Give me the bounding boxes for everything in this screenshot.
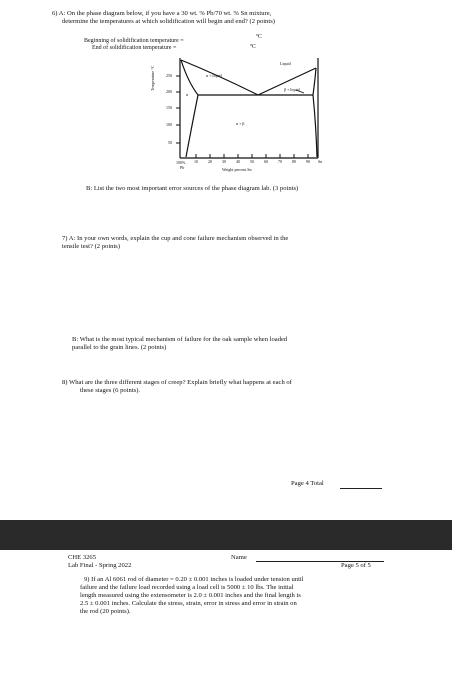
page-separator	[0, 520, 452, 550]
y-tick-label: 250	[166, 73, 172, 78]
y-tick-label: 200	[166, 89, 172, 94]
x-tick-label: 80	[292, 159, 296, 164]
q6a-line2: determine the temperatures at which solidification will begin and end? (2 points)	[62, 18, 275, 25]
page-5-sheet	[0, 550, 452, 700]
y-axis-label: Temperature °C	[150, 65, 155, 91]
q6b-text: B: List the two most important error sources of the phase diagram lab. (3 points)	[86, 185, 299, 192]
y-tick-label: 50	[168, 140, 172, 145]
liquid-region-label: Liquid	[280, 61, 291, 66]
end-solidification-label: End of solidification temperature =	[92, 45, 177, 51]
alpha-beta-region-label: α + β	[236, 121, 245, 126]
page-4-total-label: Page 4 Total	[291, 480, 324, 487]
x-tick-label: 30	[222, 159, 226, 164]
x-tick-label: 70	[278, 159, 282, 164]
q9-line1: 9) If an Al 6061 rod of diameter = 0.20 ± 0.001 inches is loaded under tension until	[84, 576, 304, 583]
beta-liquid-region-label: β + liquid	[284, 87, 300, 92]
course-code: CHE 3265	[68, 554, 97, 561]
alpha-region-label: α	[186, 92, 189, 97]
solidus-left-line	[181, 60, 198, 95]
x-tick-label: 20	[208, 159, 212, 164]
y-tick-label: 100	[166, 122, 172, 127]
x-tick-label: 90	[306, 159, 310, 164]
solvus-left-line	[186, 92, 198, 157]
q9-line2: failure and the failure load recorded using a load cell is 5000 ± 10 lbs. The initial	[80, 584, 294, 591]
x-tick-label: 40	[236, 159, 240, 164]
x-tick-label: 60	[264, 159, 268, 164]
q7a-line2: tensile test? (2 points)	[62, 243, 121, 250]
q9-line3: length measured using the extensometer is 2.0 ± 0.001 inches and the final length is	[80, 592, 301, 599]
x-right-element: Sn	[318, 159, 323, 164]
q7a-line1: 7) A: In your own words, explain the cup and cone failure mechanism observed in the	[62, 235, 289, 242]
x-tick-label: 50	[250, 159, 254, 164]
alpha-liquid-region-label: α + liquid	[206, 73, 222, 78]
end-unit: ºC	[250, 44, 256, 50]
name-label: Name	[231, 554, 247, 561]
q9-line5: the rod (20 points).	[80, 608, 131, 615]
x-tick-label: 10	[194, 159, 198, 164]
q6a-line1: 6) A: On the phase diagram below, if you have a 30 wt. % Pb/70 wt. % Sn mixture,	[52, 10, 272, 17]
phase-diagram	[0, 50, 452, 230]
solvus-right-line	[313, 95, 317, 157]
x-left-element: Pb	[180, 165, 185, 170]
y-tick-label: 150	[166, 105, 172, 110]
x-left-percent: 100%	[176, 160, 186, 165]
exam-title: Lab Final - Spring 2022	[68, 562, 132, 569]
q9-line4: 2.5 ± 0.001 inches. Calculate the stress, strain, error in stress and error in strain on	[80, 600, 297, 607]
q7b-line2: parallel to the grain lines. (2 points)	[72, 344, 167, 351]
q8-line1: 8) What are the three different stages of creep? Explain briefly what happens at each of	[62, 379, 292, 386]
page-number: Page 5 of 5	[341, 562, 371, 569]
begin-solidification-label: Beginning of solidification temperature =	[84, 38, 184, 44]
q7b-line1: B: What is the most typical mechanism of failure for the oak sample when loaded	[72, 336, 288, 343]
x-axis-label: Weight percent Sn	[222, 167, 252, 172]
page-4-total-blank	[340, 488, 382, 489]
begin-unit: ºC	[256, 34, 262, 40]
solidus-right-line	[313, 68, 316, 95]
q8-line2: these stages (6 points).	[80, 387, 141, 394]
